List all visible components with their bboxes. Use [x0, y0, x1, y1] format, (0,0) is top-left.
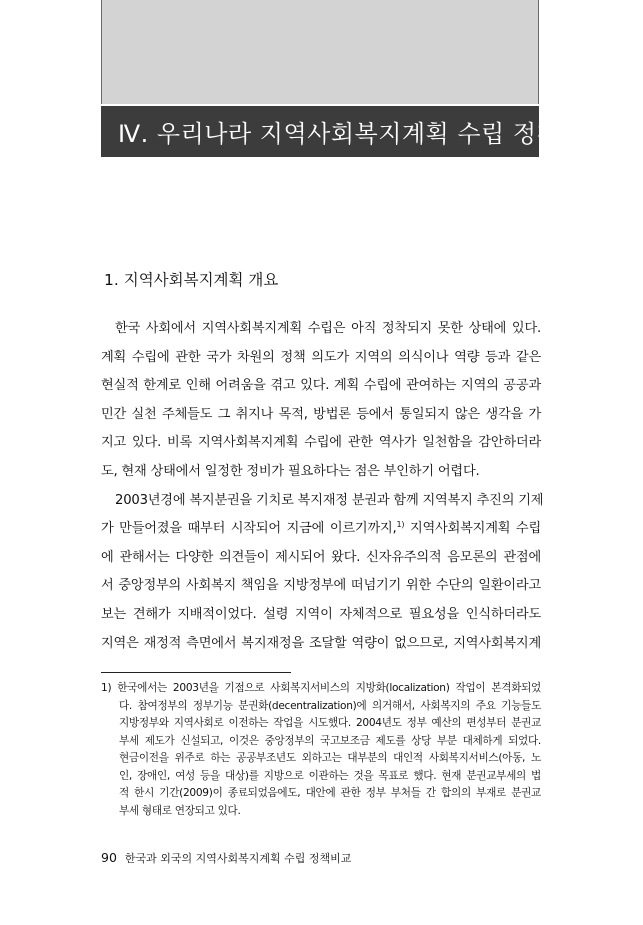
- footnote-line: 적 한시 기간(2009)이 종료되었음에도, 대안에 관한 정부 부처들 간 합의의 부재로 분권교: [119, 787, 541, 799]
- chapter-title: Ⅳ. 우리나라 지역사회복지계획 수립 정책: [118, 120, 561, 148]
- footnote-divider: [101, 672, 291, 673]
- body-line: 2003년경에 복지분권을 기치로 복지재정 분권과 함께 지역복지 추진의 기제: [115, 492, 544, 508]
- body-line: 지역은 재정적 측면에서 복지재정을 조달할 역량이 없으므로, 지역사회복지계: [101, 635, 541, 651]
- body-line: 한국 사회에서 지역사회복지계획 수립은 아직 정착되지 못한 상태에 있다.: [115, 321, 541, 336]
- footnote-line: 지방정부와 지역사회로 이전하는 작업을 시도했다. 2004년도 정부 예산의 편성부터 분권교: [119, 717, 541, 729]
- running-title: 한국과 외국의 지역사회복지계획 수립 정책비교: [124, 852, 352, 865]
- body-line: 에 관해서는 다양한 의견들이 제시되어 왔다. 신자유주의적 음모론의 관점에: [101, 549, 541, 565]
- body-line-with-footnote-ref: [101, 518, 541, 547]
- body-line: 민간 실천 주체들도 그 취지나 목적, 방법론 등에서 통일되지 않은 생각을 가: [101, 406, 541, 422]
- footnote-line: [101, 680, 541, 698]
- body-line-text: 가 만들어졌을 때부터 시작되어 지금에 이르기까지,: [101, 521, 397, 537]
- body-line: 도, 현재 상태에서 일정한 정비가 필요하다는 점은 부인하기 어렵다.: [101, 463, 480, 479]
- body-line: 지고 있다. 비록 지역사회복지계획 수립에 관한 역사가 일천함을 감안하더라: [101, 435, 541, 451]
- body-text: [101, 318, 544, 661]
- body-line-text-continued: 지역사회복지계획 수립: [404, 521, 541, 537]
- section-heading: 1. 지역사회복지계획 개요: [104, 271, 279, 289]
- footnote-line: 부세 제도가 신설되고, 이것은 중앙정부의 국고보조금 제도를 상당 부분 대체하게 되었다.: [119, 734, 541, 747]
- footnote-reference[interactable]: 1): [396, 520, 405, 530]
- page-number: 90: [101, 850, 117, 865]
- page-footer: [101, 850, 351, 866]
- footnote-marker: 1): [101, 682, 112, 694]
- body-line: 현실적 한계로 인해 어려움을 겪고 있다. 계획 수립에 관여하는 지역의 공공과: [101, 378, 541, 394]
- footnote: [101, 680, 541, 820]
- body-line: 서 중앙정부의 사회복지 책임을 지방정부에 떠넘기기 위한 수단의 일환이라고: [101, 578, 541, 594]
- chapter-title-bar: [101, 104, 561, 157]
- footnote-text: 한국에서는 2003년을 기점으로 사회복지서비스의 지방화(localization) 작업이 본격화되었: [117, 682, 541, 694]
- body-line: 계획 수립에 관한 국가 차원의 정책 의도가 지역의 의식이나 역량 등과 같은: [101, 349, 541, 365]
- footnote-line: 인, 장애인, 여성 등을 대상)를 지방으로 이관하는 것을 목표로 했다. 현재 분권교부세의 법: [119, 769, 541, 782]
- footnote-line: 부세 형태로 연장되고 있다.: [119, 804, 241, 817]
- footnote-line: 현금이전을 위주로 하는 공공부조년도 외하고는 대부분의 대인적 사회복지서비스(아동, 노: [119, 752, 541, 764]
- footnote-line: 다. 참여정부의 정부기능 분권화(decentralization)에 의거해서, 사회복지의 주요 기능들도: [119, 699, 541, 712]
- body-line: 보는 견해가 지배적이었다. 설령 지역이 자체적으로 필요성을 인식하더라도: [101, 606, 541, 622]
